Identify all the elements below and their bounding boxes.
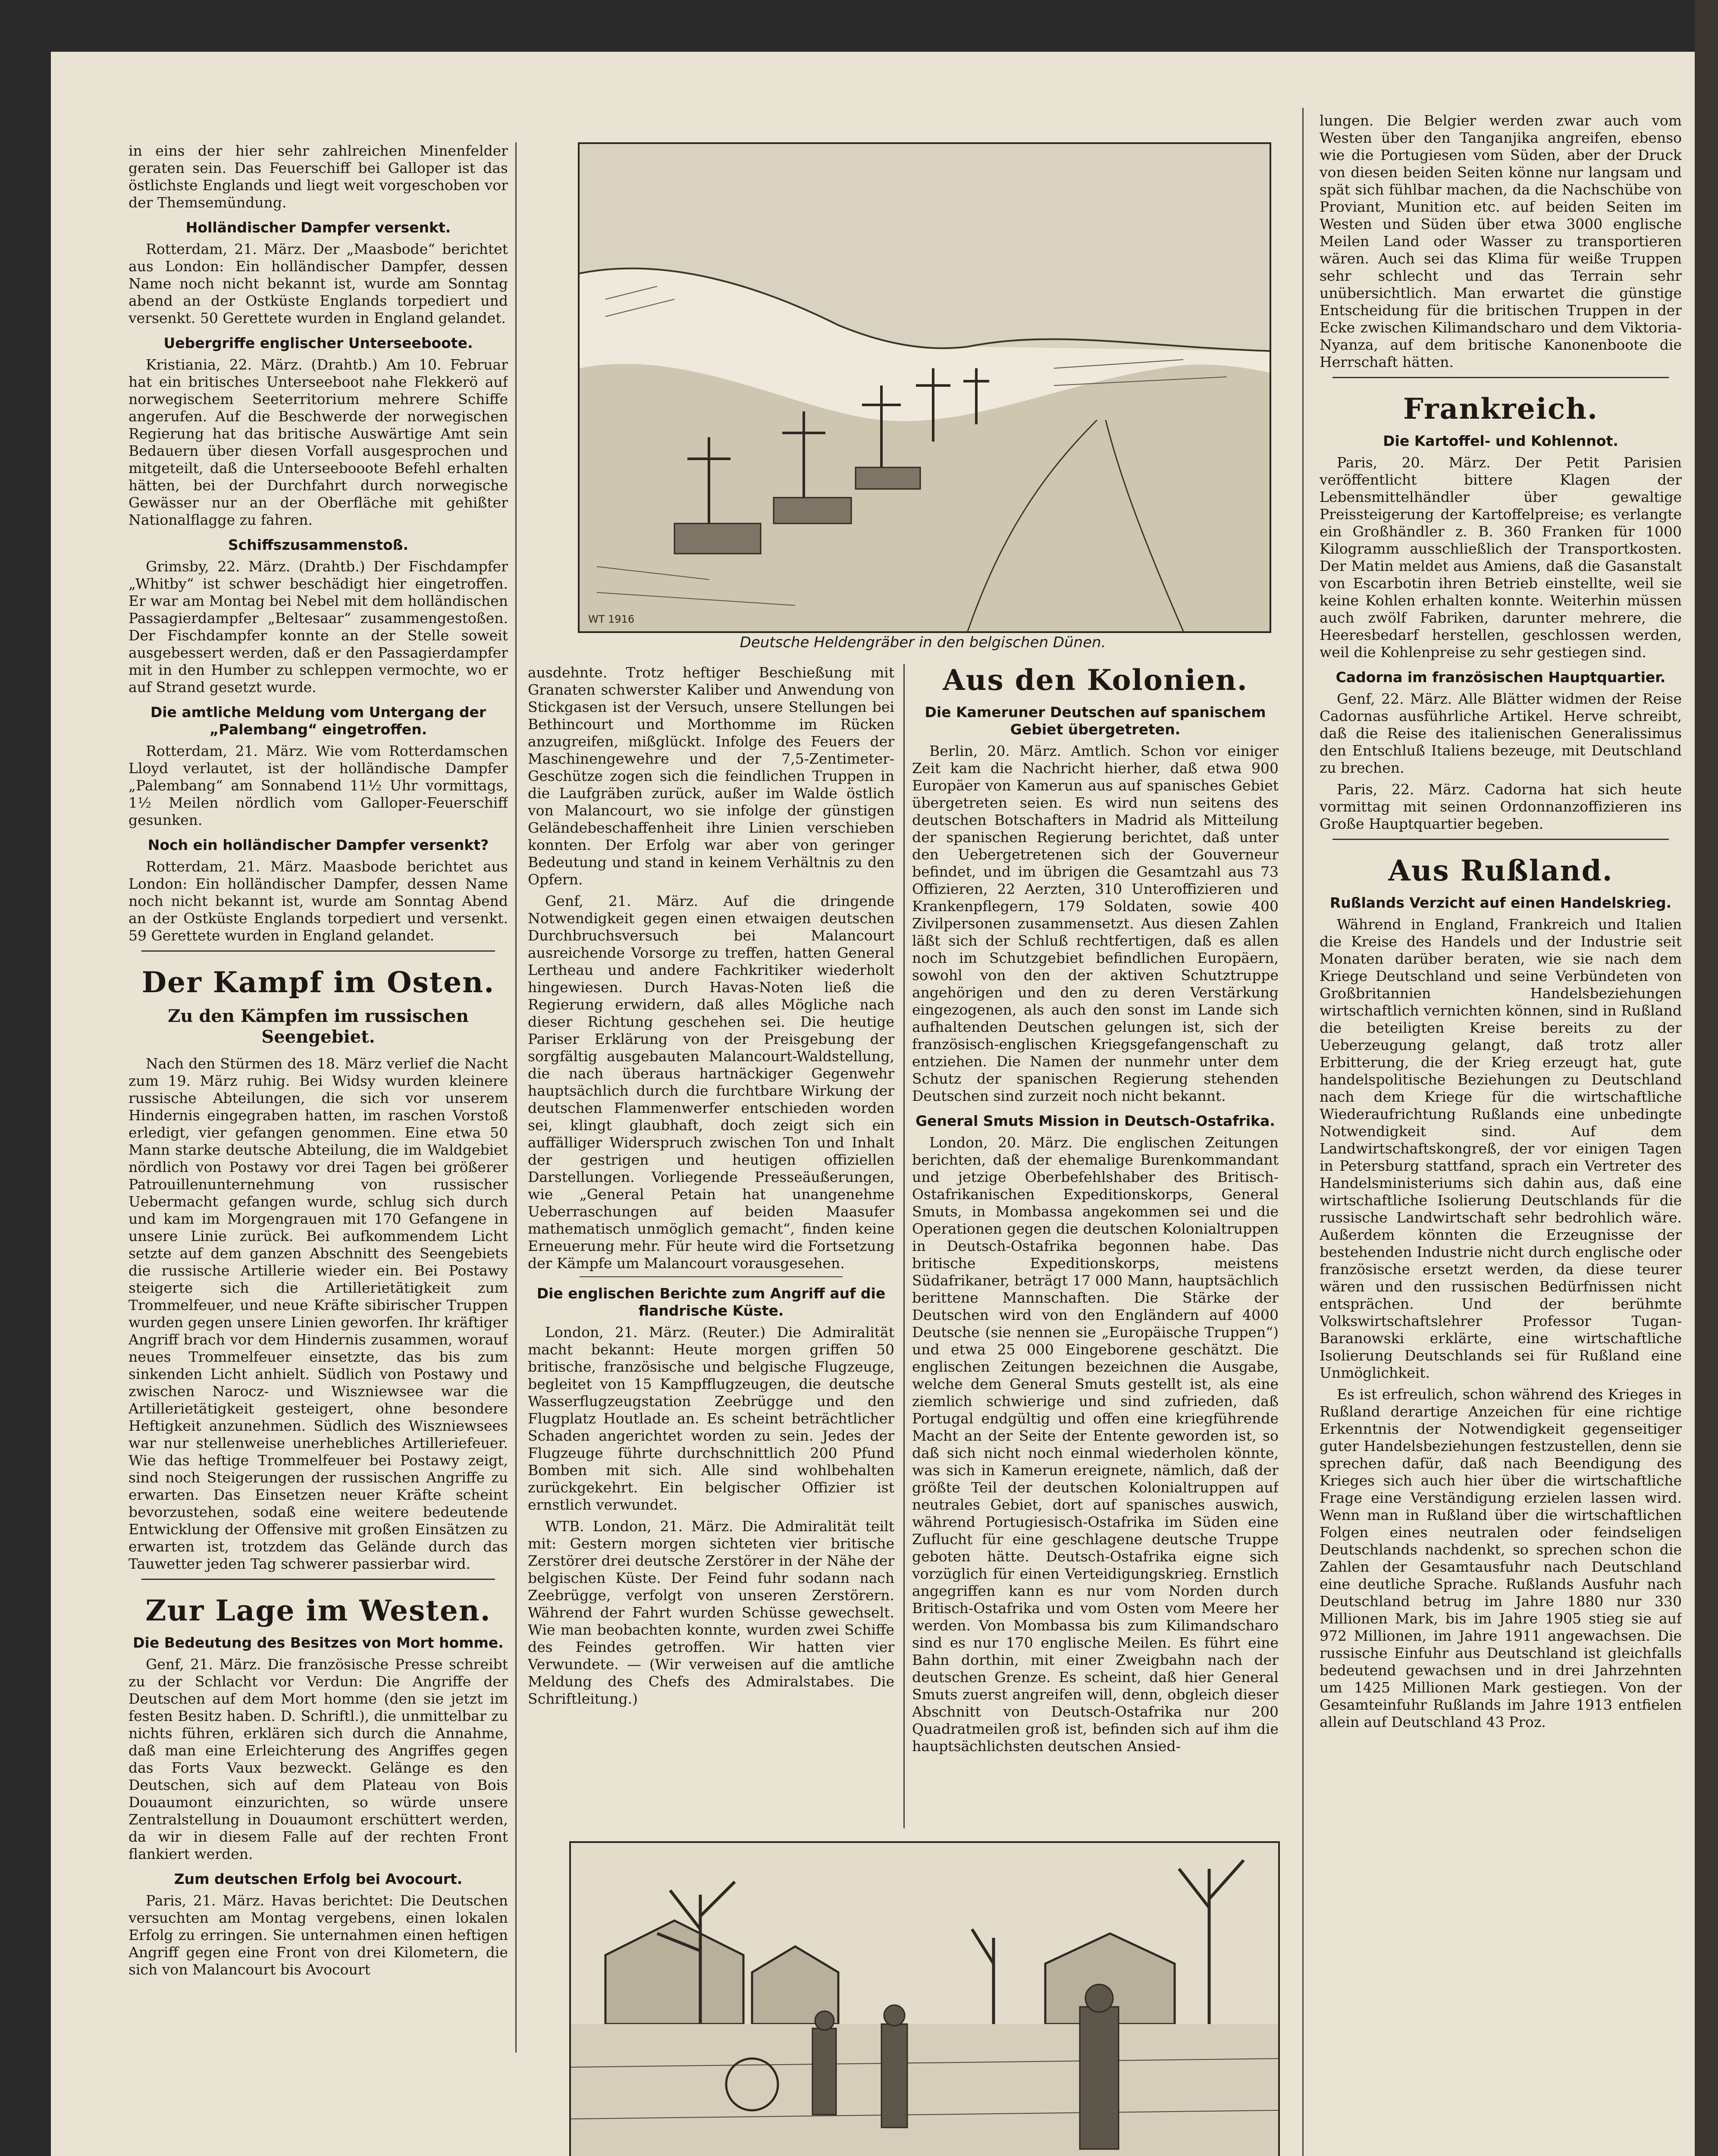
page-edge-shadow bbox=[1695, 0, 1718, 2156]
col1-heading-1: Holländischer Dampfer versenkt. bbox=[185, 219, 451, 236]
caption-heldengraeber: Deutsche Heldengräber in den belgischen Dünen. bbox=[740, 634, 1106, 651]
col1-paragraph-5: Rotterdam, 21. März. Maasbode berichtet aus London: Ein holländischer Dampfer, dessen Name noch nicht bekannt ist, wurde am Sonntag Abend an der Ostküste Englands torpediert und versenkt. 59 Gerettete wurden in England gelandet. bbox=[129, 858, 508, 944]
col1-subtitle-seengebiet: Zu den Kämpfen im russischen Seengebiet. bbox=[168, 1006, 469, 1047]
col4-heading-2: Cadorna im französischen Hauptquartier. bbox=[1336, 669, 1666, 686]
col1-paragraph-7: Genf, 21. März. Die französische Presse schreibt zu der Schlacht vor Verdun: Die Angriffe der Deutschen auf dem Mort homme (den sie jetzt im festen Besitz haben. D. Schriftl.), die unmittelbar zu nichts führen, erklären sich durch die Annahme, daß man eine Erleichterung des Angriffes gegen das Forts Vaux bezweckt. Gelänge es den Deutschen, sich auf dem Plateau von Bois Douaumont einzurichten, so würde unsere Zentralstellung in Douaumont erschüttert werden, da wir in diesem Falle auf der rechten Front flankiert werden. bbox=[129, 1656, 508, 1862]
col4-paragraph-6: Es ist erfreulich, schon während des Krieges in Rußland derartige Anzeichen für eine richtige Erkenntnis der Notwendigkeit gegenseitiger guter Handelsbeziehungen festzustellen, denn sie sprechen dafür, daß nach Beendigung des Krieges sich auch hier über die wirtschaftliche Frage eine Verständigung erzielen lassen wird. Wenn man in Rußland über die wirtschaftlichen Folgen eines neutralen oder feindseligen Deutschlands nachdenkt, so sprechen schon die Zahlen der Gesamtausfuhr nach Deutschland eine deutliche Sprache. Rußlands Ausfuhr nach Deutschland betrug im Jahre 1880 nur 330 Millionen Mark, bis im Jahre 1905 stieg sie auf 972 Millionen, im Jahre 1911 angewachsen. Die russische Einfuhr aus Deutschland ist gleichfalls bedeutend gewachsen und in drei Jahrzehnten um 1425 Millionen Mark gestiegen. Von der Gesamteinfuhr Rußlands im Jahre 1913 entfielen allein auf Deutschland 43 Proz. bbox=[1320, 1386, 1682, 1730]
col1-heading-2: Uebergriffe englischer Unterseeboote. bbox=[163, 335, 473, 351]
destroyed-village-drawing bbox=[571, 1843, 1278, 2156]
column-4 bbox=[1320, 112, 1682, 2156]
col4-heading-3: Rußlands Verzicht auf einen Handelskrieg. bbox=[1329, 894, 1672, 911]
column-rule bbox=[515, 142, 517, 2053]
section-title-osten: Der Kampf im Osten. bbox=[141, 965, 495, 999]
col2-heading-1: Die englischen Berichte zum Angriff auf die flandrische Küste. bbox=[536, 1285, 886, 1319]
col4-paragraph-1: lungen. Die Belgier werden zwar auch vom Westen über den Tanganjika angreifen, ebenso wie die Portugiesen vom Süden, aber der Druck von diesen beiden Seiten könne nur langsam und spät sich fühlbar machen, da die Nachschübe von Proviant, Munition etc. auf beiden Seiten im Westen und Süden über etwa 3000 englische Meilen Land oder Wasser zu transportieren wären. Auch sei das Klima für weiße Truppen sehr schlecht und das Terrain sehr unübersichtlich. Man erwartet die günstige Entscheidung für die britischen Truppen in der Ecke zwischen Kilimandscharo und dem Viktoria-Nyanza, auf dem britische Kanonenboote die Herrschaft hätten. bbox=[1320, 112, 1682, 370]
column-1 bbox=[129, 142, 508, 2048]
section-title-kolonien: Aus den Kolonien. bbox=[943, 664, 1248, 697]
section-title-frankreich: Frankreich. bbox=[1403, 392, 1598, 426]
col3-heading-1: Die Kameruner Deutschen auf spanischem Gebiet übergetreten. bbox=[925, 704, 1266, 738]
col1-heading-6: Die Bedeutung des Besitzes von Mort homme. bbox=[133, 1634, 504, 1651]
col4-paragraph-5: Während in England, Frankreich und Italien die Kreise des Handels und der Industrie seit Monaten darüber beraten, wie sie nach dem Kriege Deutschland und seine Verbündeten von Großbritannien Handelsbeziehungen wirtschaftlich vernichten können, sind in Rußland die beteiligten Kreise bereits zu der Ueberzeugung gelangt, daß trotz aller Erbitterung, die der Krieg erzeugt hat, gute handelspolitische Beziehungen zu Deutschland nach dem Kriege für die wirtschaftliche Wiederaufrichtung Rußlands eine unbedingte Notwendigkeit sind. Auf dem Landwirtschaftskongreß, der vor einigen Tagen in Petersburg stattfand, sprach ein Vertreter des Handelsministeriums sich dahin aus, daß eine wirtschaftliche Isolierung Deutschlands für die russische Landwirtschaft sehr bedrohlich wäre. Außerdem könnten die Erzeugnisse der bestehenden Industrie nicht durch englische oder französische ersetzt werden, da diese teurer wären und den russischen Bedürfnissen nicht entsprächen. Und der berühmte Volkswirtschaftslehrer Professor Tugan-Baranowski erklärte, eine wirtschaftliche Isolierung Deutschlands sei für Rußland eine Unmöglichkeit. bbox=[1320, 916, 1682, 1381]
section-title-russland: Aus Rußland. bbox=[1388, 854, 1613, 887]
col2-paragraph-2: Genf, 21. März. Auf die dringende Notwendigkeit gegen einen etwaigen deutschen Durchbruchsversuch bei Malancourt ausreichende Vorsorge zu treffen, hatten General Lertheau und andere Fachkritiker wiederholt hingewiesen. Durch Havas-Noten ließ die Regierung erwidern, daß alles Mögliche nach dieser Richtung geschehen sei. Die heutige Pariser Erklärung von der Preisgebung der sorgfältig ausgebauten Malancourt-Waldstellung, die nach überaus hartnäckiger Gegenwehr hauptsächlich durch die furchtbare Wirkung der deutschen Flammenwerfer entschieden worden sei, klingt glaubhaft, doch zeigt sich ein auffälliger Widerspruch zwischen Ton und Inhalt der gestrigen und heutigen offiziellen Darstellungen. Vorliegende Presseäußerungen, wie „General Petain hat unangenehme Ueberraschungen auf beiden Maasufer mathematisch unmöglich gemacht“, finden keine Erneuerung mehr. Für heute wird die Fortsetzung der Kämpfe um Malancourt vorausgesehen. bbox=[528, 893, 894, 1272]
col4-paragraph-2: Paris, 20. März. Der Petit Parisien veröffentlicht bittere Klagen der Lebensmittelhändler über gewaltige Preissteigerung der Kartoffelpreise; es verlangte ein Großhändler z. B. 360 Franken für 1000 Kilogramm ausschließlich der Transportkosten. Der Matin meldet aus Amiens, daß die Gasanstalt von Escarbotin ihren Betrieb einstellte, weil sie keine Kohlen erhalten konnte. Weiterhin müssen auch zwölf Fabriken, darunter mehrere, die Heeresbedarf herstellen, geschlossen werden, weil die Kohlenpreise zu sehr gestiegen sind. bbox=[1320, 454, 1682, 661]
section-divider bbox=[1332, 839, 1669, 840]
column-3 bbox=[912, 664, 1279, 1828]
section-divider bbox=[141, 1579, 495, 1580]
col1-heading-3: Schiffszusammenstoß. bbox=[228, 536, 409, 553]
illustration-bessarabien bbox=[569, 1841, 1280, 2156]
col3-heading-2: General Smuts Mission in Deutsch-Ostafrika. bbox=[915, 1112, 1275, 1129]
col1-heading-7: Zum deutschen Erfolg bei Avocourt. bbox=[174, 1871, 463, 1887]
col1-intro: in eins der hier sehr zahlreichen Minenfelder geraten sein. Das Feuerschiff bei Galloper ist das östlichste Englands und liegt weit vorgeschoben vor der Themsemündung. bbox=[129, 142, 508, 211]
col1-paragraph-4: Rotterdam, 21. März. Wie vom Rotterdamschen Lloyd verlautet, ist der holländische Dampfer „Palembang“ am Sonnabend 11½ Uhr vormittags, 1½ Meilen nördlich vom Galloper-Feuerschiff gesunken. bbox=[129, 743, 508, 828]
col1-paragraph-2: Kristiania, 22. März. (Drahtb.) Am 10. Februar hat ein britisches Unterseeboot nahe Flekkerö auf norwegischem Seeterritorium mehrere Schiffe angerufen. Auf die Beschwerde der norwegischen Regierung hat das britische Auswärtige Amt sein Bedauern über diesen Vorfall ausgesprochen und mitgeteilt, daß die Unterseebooote Befehl erhalten hätten, bei der Durchfahrt durch norwegische Gewässer nur an der Oberfläche mit gehißter Nationalflagge zu fahren. bbox=[129, 356, 508, 528]
illustration-heldengraeber bbox=[578, 142, 1271, 633]
section-divider bbox=[141, 950, 495, 952]
col4-paragraph-4: Paris, 22. März. Cadorna hat sich heute vormittag mit seinen Ordonnanzoffizieren ins Große Hauptquartier begeben. bbox=[1320, 781, 1682, 832]
col3-paragraph-1: Berlin, 20. März. Amtlich. Schon vor einiger Zeit kam die Nachricht hierher, daß etwa 900 Europäer von Kamerun aus auf spanisches Gebiet übergetreten seien. Es wird nun seitens des deutschen Botschafters in Madrid als Mitteilung der spanischen Regierung berichtet, daß unter den Uebergetretenen sich der Gouverneur befindet, und im übrigen die Gesamtzahl aus 73 Offizieren, 22 Aerzten, 310 Unteroffizieren und Krankenpflegern, 179 Soldaten, sowie 400 Zivilpersonen zusammensetzt. Aus diesen Zahlen läßt sich der Schluß rechtfertigen, daß es allen noch im Schutzgebiet befindlichen Europäern, sowohl von den der aktiven Schutztruppe angehörigen und den zu deren Verstärkung eingezogenen, als auch den sonst im Lande sich aufhaltenden Deutschen gelungen ist, sich der französisch-englischen Kriegsgefangenschaft zu entziehen. Die Namen der nunmehr unter dem Schutz der spanischen Regierung stehenden Deutschen sind zurzeit noch nicht bekannt. bbox=[912, 743, 1279, 1104]
col4-heading-1: Die Kartoffel- und Kohlennot. bbox=[1383, 432, 1618, 449]
col3-paragraph-2: London, 20. März. Die englischen Zeitungen berichten, daß der ehemalige Burenkommandant und jetzige Oberbefehlshaber des Britisch-Ostafrikanischen Expeditionskorps, General Smuts, in Mombassa angekommen sei und die Operationen gegen die deutschen Kolonialtruppen in Deutsch-Ostafrika begonnen habe. Das britische Expeditionskorps, meistens Südafrikaner, beträgt 17 000 Mann, hauptsächlich berittene Mannschaften. Die Stärke der Deutschen wird von den Engländern auf 4000 Deutsche (sie nennen sie „Europäische Truppen“) und etwa 25 000 Eingeborene geschätzt. Die englischen Zeitungen bezeichnen die Ausgabe, welche dem General Smuts gestellt ist, als eine ziemlich schwierige und sind zufrieden, daß Portugal endgültig und offen eine kriegführende Macht an der Seite der Entente geworden ist, so daß sich nicht noch einmal wiederholen könnte, was sich in Kamerun ereignete, nämlich, daß der größte Teil der deutschen Kolonialtruppen auf neutrales Gebiet, dort auf spanisches auswich, während Portugiesisch-Ostafrika im Süden eine Zuflucht für eine geschlagene deutsche Truppe geboten hätte. Deutsch-Ostafrika eigne sich vorzüglich für einen Verteidigungskrieg. Ernstlich angegriffen kann es nur vom Norden durch Britisch-Ostafrika und vom Osten vom Meere her werden. Von Mombassa bis zum Kilimandscharo sind es nur 170 englische Meilen. Es führt eine Bahn dorthin, mit einer Zweigbahn nach der deutschen Grenze. Es scheint, daß hier General Smuts zuerst angreifen will, denn, obgleich dieser Abschnitt von Deutsch-Ostafrika nur 200 Quadratmeilen groß ist, befinden sich auf ihm die hauptsächlichsten deutschen Ansied- bbox=[912, 1134, 1279, 1755]
graves-dunes-drawing bbox=[580, 144, 1270, 631]
col2-paragraph-1: ausdehnte. Trotz heftiger Beschießung mit Granaten schwerster Kaliber und Anwendung von Stickgasen ist der Versuch, unsere Stellungen bei Bethincourt und Morthomme im Rücken anzugreifen, mißglückt. Infolge des Feuers der Maschinengewehre und der 7,5-Zentimeter-Geschütze zogen sich die feindlichen Truppen in die Laufgräben zurück, außer im Walde östlich von Malancourt, wo sie infolge der günstigen Geländebeschaffenheit ihre Linien verschieben konnten. Der Erfolg war aber von geringer Bedeutung und stand in keinem Verhältnis zu den Opfern. bbox=[528, 664, 894, 888]
col1-paragraph-1: Rotterdam, 21. März. Der „Maasbode“ berichtet aus London: Ein holländischer Dampfer, dessen Name noch nicht bekannt ist, wurde am Sonntag abend an der Ostküste Englands torpediert und versenkt. 50 Gerettete wurden in England gelandet. bbox=[129, 241, 508, 326]
divider bbox=[580, 1276, 843, 1277]
col2-paragraph-3: London, 21. März. (Reuter.) Die Admiralität macht bekannt: Heute morgen griffen 50 britische, französische und belgische Flugzeuge, begleitet von 15 Kampfflugzeugen, die deutsche Wasserflugzeugstation Zeebrügge und den Flugplatz Houtlade an. Es scheint beträchtlicher Schaden angerichtet worden zu sein. Jedes der Flugzeuge führte durchschnittlich 200 Pfund Bomben mit sich. Alle sind wohlbehalten zurückgekehrt. Ein belgischer Offizier ist ernstlich verwundet. bbox=[528, 1324, 894, 1513]
col1-paragraph-3: Grimsby, 22. März. (Drahtb.) Der Fischdampfer „Whitby“ ist schwer beschädigt hier eingetroffen. Er war am Montag bei Nebel mit dem holländischen Passagierdampfer „Beltesaar“ zusammengestoßen. Der Fischdampfer konnte an der Stelle soweit ausgebessert werden, daß er den Passagierdampfer mit in den Humber zu schleppen vermochte, wo er auf Strand gesetzt wurde. bbox=[129, 558, 508, 696]
column-2 bbox=[528, 664, 894, 1828]
column-rule bbox=[903, 664, 905, 1828]
col1-paragraph-6: Nach den Stürmen des 18. März verlief die Nacht zum 19. März ruhig. Bei Widsy wurden kleinere russische Abteilungen, die sich vor unserem Hindernis eingegraben hatten, im raschen Vorstoß erledigt, vier gefangen genommen. Eine etwa 50 Mann starke deutsche Abteilung, die im Waldgebiet nördlich von Postawy vor drei Tagen bei größerer Patrouillenunternehmung von russischer Uebermacht gefangen wurde, schlug sich durch und kam im Morgengrauen mit 170 Gefangene in unsere Linie zurück. Bei aufkommendem Licht setzte auf dem ganzen Abschnitt des Seengebiets die russische Artillerie wieder ein. Bei Postawy steigerte sich die Artillerietätigkeit zum Trommelfeuer, und neue Kräfte sibirischer Truppen wurden gegen unsere Linien geworfen. Ihr kräftiger Angriff brach vor dem Hindernis zusammen, worauf neues Trommelfeuer einsetzte, das bis zum sinkenden Licht anhielt. Südlich von Postawy und zwischen Narocz- und Wiszniewsee war die Artillerietätigkeit gesteigert, ohne besondere Heftigkeit anzunehmen. Südlich des Wiszniewsees war nur stellenweise unerhebliches Artilleriefeuer. Wie das heftige Trommelfeuer bei Postawy zeigt, sind noch Steigerungen der russischen Angriffe zu erwarten. Das Einsetzen neuer Kräfte scheint bevorzustehen, sodaß eine weitere bedeutende Entwicklung der Offensive mit großen Einsätzen zu erwarten ist, trotzdem das Gelände durch das Tauwetter jeden Tag schwerer passierbar wird. bbox=[129, 1055, 508, 1572]
section-title-westen: Zur Lage im Westen. bbox=[145, 1594, 491, 1627]
col1-paragraph-8: Paris, 21. März. Havas berichtet: Die Deutschen versuchten am Montag vergebens, einen lokalen Erfolg zu erringen. Sie unternahmen einen heftigen Angriff gegen eine Front von drei Kilometern, die sich von Malancourt bis Avocourt bbox=[129, 1892, 508, 1978]
col2-paragraph-4: WTB. London, 21. März. Die Admiralität teilt mit: Gestern morgen sichteten vier britische Zerstörer drei deutsche Zerstörer in der Nähe der belgischen Küste. Der Feind fuhr sodann nach Zeebrügge, verfolgt von unseren Zerstörern. Während der Fahrt wurden Schüsse gewechselt. Wie man beobachten konnte, wurden zwei Schiffe des Feindes getroffen. Wir hatten vier Verwundete. — (Wir verweisen auf die amtliche Meldung des Chefs des Admiralstabes. Die Schriftleitung.) bbox=[528, 1518, 894, 1707]
illustration-signature: WT 1916 bbox=[588, 613, 635, 625]
col4-paragraph-3: Genf, 22. März. Alle Blätter widmen der Reise Cadornas ausführliche Artikel. Herve schreibt, daß die Reise des italienischen Generalissimus den Entschluß Italiens bezeuge, mit Deutschland zu brechen. bbox=[1320, 690, 1682, 776]
col1-heading-4: Die amtliche Meldung vom Untergang der „Palembang“ eingetroffen. bbox=[150, 704, 486, 738]
section-divider bbox=[1332, 377, 1669, 378]
column-rule bbox=[1302, 108, 1304, 2156]
col1-heading-5: Noch ein holländischer Dampfer versenkt? bbox=[147, 837, 489, 853]
